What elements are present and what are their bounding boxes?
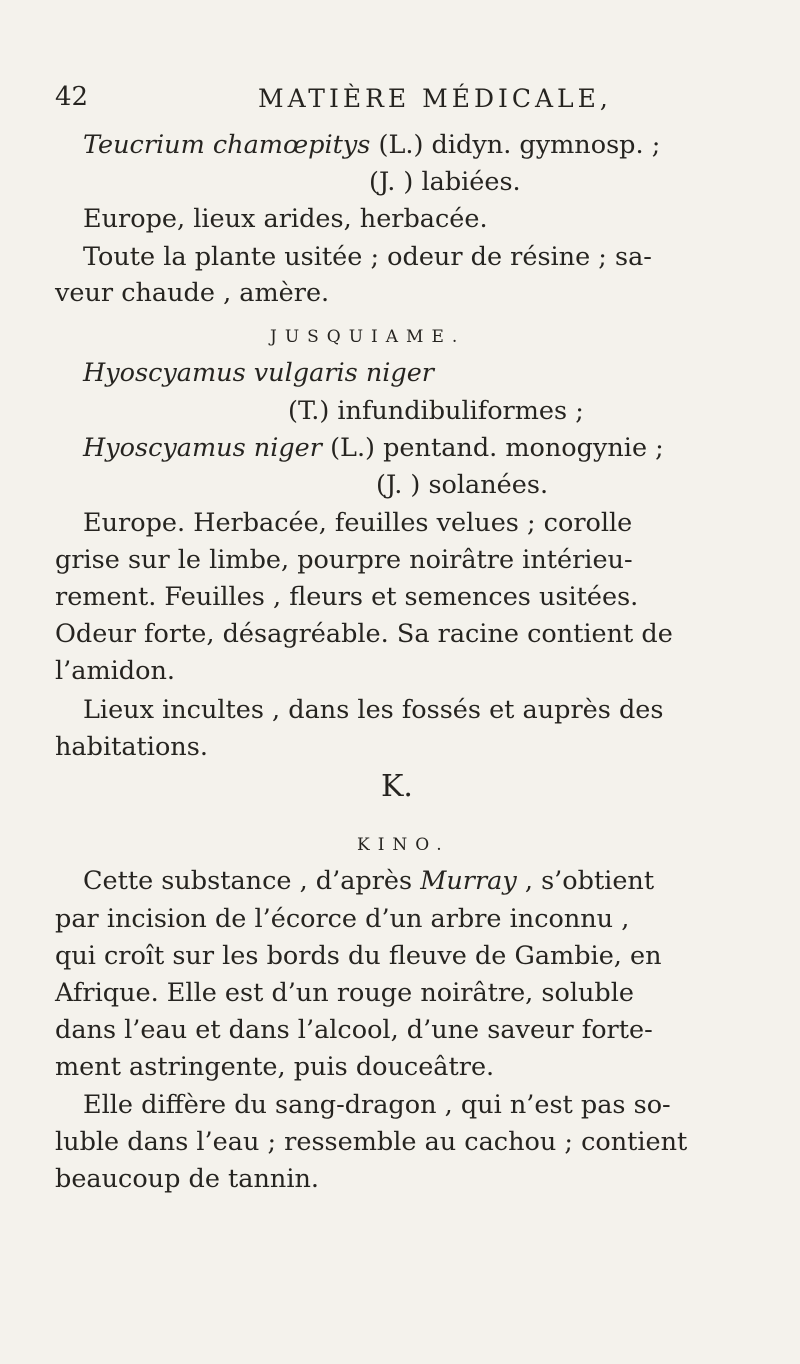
- kino-p1-line-6: ment astringente, puis douceâtre.: [55, 1052, 495, 1082]
- kino-p1-line-5: dans l’eau et dans l’alcool, d’une saveur forte-: [55, 1015, 653, 1045]
- jusquiame-p1-line-4: Odeur forte, désagréable. Sa racine contient de: [55, 619, 673, 649]
- running-title: MATIÈRE MÉDICALE,: [258, 84, 612, 113]
- jusquiame-heading: JUSQUIAME.: [270, 327, 466, 347]
- teucrium-desc-line-2: veur chaude , amère.: [55, 278, 330, 308]
- hyoscyamus-linnaeus-class: (L.) pentand. monogynie ;: [330, 433, 664, 463]
- kino-p1-line-4: Afrique. Elle est d’un rouge noirâtre, soluble: [55, 978, 634, 1008]
- kino-p1-line-1-end: , s’obtient: [524, 866, 655, 896]
- jusquiame-p1-line-5: l’amidon.: [55, 656, 176, 686]
- jusquiame-p1-line-3: rement. Feuilles , fleurs et semences usitées.: [55, 582, 639, 612]
- kino-heading: KINO.: [357, 835, 450, 855]
- kino-p2-line-2: luble dans l’eau ; ressemble au cachou ; contient: [55, 1127, 688, 1157]
- kino-p1-line-1: [83, 864, 654, 898]
- murray-author-name: Murray: [420, 866, 517, 896]
- hyoscyamus-family: (J. ) solanées.: [376, 470, 549, 500]
- teucrium-line-1: [83, 128, 660, 162]
- hyoscyamus-vulgaris-name: Hyoscyamus vulgaris niger: [83, 358, 434, 388]
- kino-p1-line-3: qui croît sur les bords du fleuve de Gambie, en: [55, 941, 662, 971]
- jusquiame-p2-line-1: Lieux incultes , dans les fossés et auprès des: [83, 695, 664, 725]
- jusquiame-p2-line-2: habitations.: [55, 732, 208, 762]
- page-header: [55, 82, 755, 122]
- kino-p1-line-1-start: Cette substance , d’après: [83, 866, 413, 896]
- page-number: 42: [55, 82, 89, 112]
- kino-p2-line-3: beaucoup de tannin.: [55, 1164, 320, 1194]
- hyoscyamus-tournefort-class: (T.) infundibuliformes ;: [288, 396, 584, 426]
- kino-p2-line-1: Elle diffère du sang-dragon , qui n’est pas so-: [83, 1090, 671, 1120]
- section-letter-k: K.: [381, 769, 413, 804]
- teucrium-family: (J. ) labiées.: [369, 167, 521, 197]
- teucrium-desc-line-1: Toute la plante usitée ; odeur de résine ; sa-: [83, 242, 652, 272]
- teucrium-species-name: Teucrium chamœpitys: [83, 130, 371, 160]
- hyoscyamus-line-3: [83, 431, 664, 465]
- teucrium-habitat: Europe, lieux arides, herbacée.: [83, 204, 488, 234]
- kino-p1-line-2: par incision de l’écorce d’un arbre inconnu ,: [55, 904, 630, 934]
- jusquiame-p1-line-2: grise sur le limbe, pourpre noirâtre intérieu-: [55, 545, 633, 575]
- teucrium-classification: (L.) didyn. gymnosp. ;: [378, 130, 661, 160]
- jusquiame-p1-line-1: Europe. Herbacée, feuilles velues ; corolle: [83, 508, 633, 538]
- hyoscyamus-niger-name: Hyoscyamus niger: [83, 433, 322, 463]
